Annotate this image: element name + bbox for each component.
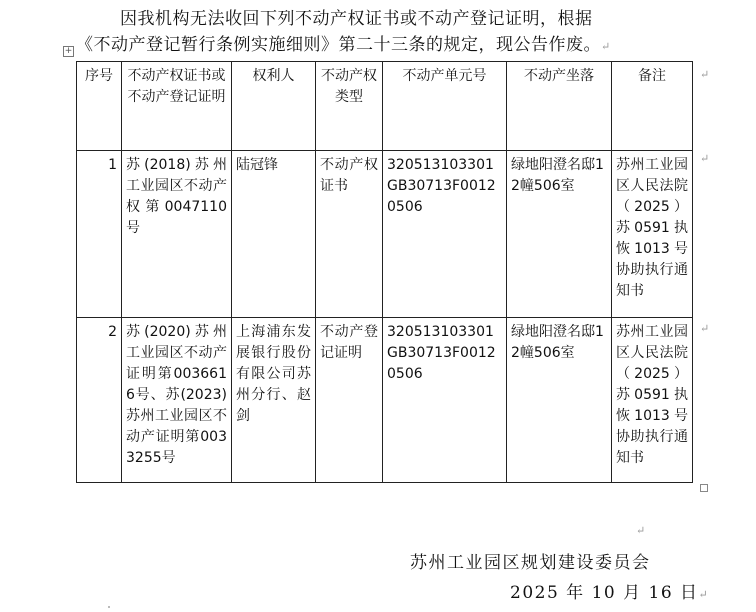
- row-end-mark: ↵: [700, 68, 710, 81]
- row-end-mark: ↵: [700, 322, 710, 335]
- header-unit-number: 不动产单元号: [383, 62, 507, 151]
- row-holder: 上海浦东发展银行股份有限公司苏州分行、赵剑: [232, 318, 316, 483]
- row-right-type: 不动产权证书: [316, 151, 383, 318]
- row-certificate: 苏(2018)苏州工业园区不动产权第0047110号: [122, 151, 232, 318]
- paragraph-mark: ↵: [636, 524, 646, 537]
- signature-date-line: [510, 578, 709, 603]
- row-end-mark: ↵: [700, 152, 710, 165]
- notice-line-1-text: 因我机构无法收回下列不动产权证书或不动产登记证明，根据: [120, 9, 593, 29]
- header-certificate: 不动产权证书或不动产登记证明: [122, 62, 232, 151]
- header-note: 备注: [612, 62, 693, 151]
- table-row: [77, 151, 693, 318]
- row-index: 2: [77, 318, 122, 483]
- table-resize-handle-icon[interactable]: [700, 484, 708, 492]
- row-location: 绿地阳澄名邸12幢506室: [507, 151, 612, 318]
- row-holder: 陆冠锋: [232, 151, 316, 318]
- row-note: 苏州工业园区人民法院（2025）苏0591执恢1013号协助执行通知书: [612, 151, 693, 318]
- table-row: [77, 318, 693, 483]
- row-unit-number: 320513103301GB30713F00120506: [383, 151, 507, 318]
- row-location: 绿地阳澄名邸12幢506室: [507, 318, 612, 483]
- row-unit-number: 320513103301GB30713F00120506: [383, 318, 507, 483]
- header-holder: 权利人: [232, 62, 316, 151]
- stray-dot: [108, 606, 110, 608]
- table-move-handle-icon[interactable]: +: [64, 46, 73, 56]
- notice-line-1: [120, 6, 593, 32]
- signature-org: 苏州工业园区规划建设委员会: [410, 553, 651, 573]
- row-certificate: 苏(2020)苏州工业园区不动产证明第0036616号、苏(2023)苏州工业园区不动产证明第0033255号: [122, 318, 232, 483]
- table-header-row: [77, 62, 693, 151]
- notice-line-2: [76, 32, 611, 60]
- row-right-type: 不动产登记证明: [316, 318, 383, 483]
- paragraph-mark: ↵: [698, 588, 710, 601]
- header-location: 不动产坐落: [507, 62, 612, 151]
- header-right-type: 不动产权类型: [316, 62, 383, 151]
- row-note: 苏州工业园区人民法院（2025）苏0591执恢1013号协助执行通知书: [612, 318, 693, 483]
- signature-date: 2025 年 10 月 16 日: [510, 583, 699, 603]
- header-index: 序号: [77, 62, 122, 151]
- paragraph-mark: ↵: [601, 40, 611, 53]
- row-index: 1: [77, 151, 122, 318]
- notice-line-2-text: 《不动产登记暂行条例实施细则》第二十三条的规定，现公告作废。: [76, 35, 601, 55]
- notice-table: [76, 61, 693, 483]
